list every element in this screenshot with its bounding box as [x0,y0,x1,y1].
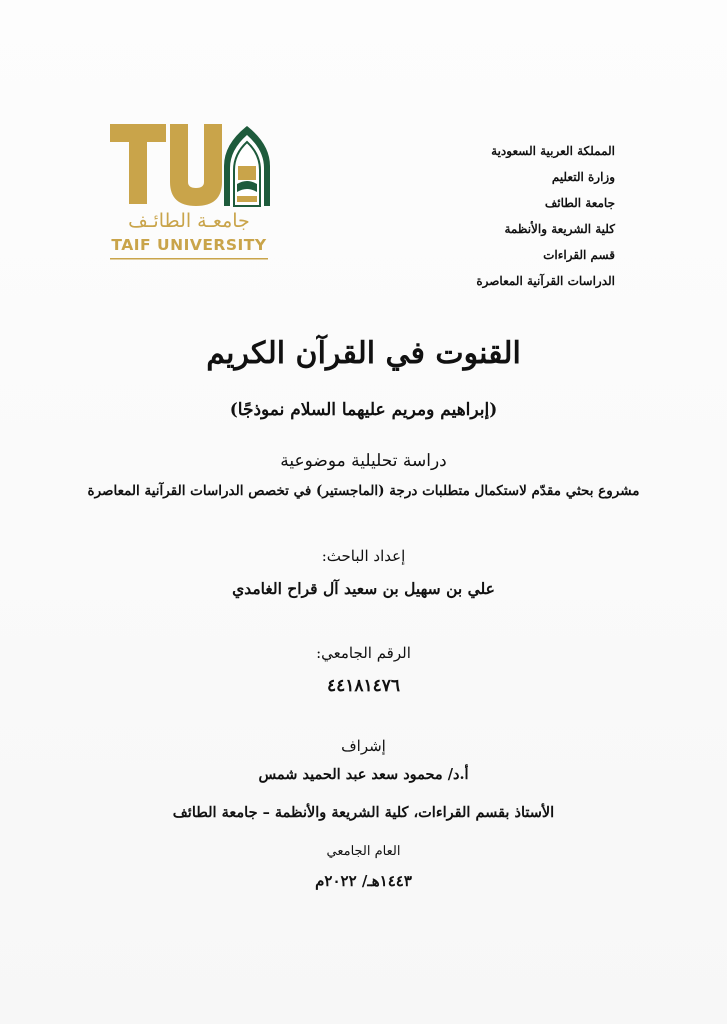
academic-year-label: العام الجامعي [326,844,401,859]
researcher-name: علي بن سهيل بن سعيد آل قراح الغامدي [232,579,495,598]
study-type: دراسة تحليلية موضوعية [280,451,447,471]
header-line: كلية الشريعة والأنظمة [504,222,615,236]
researcher-label: إعداد الباحث: [321,547,406,565]
logo-english-name: TAIF UNIVERSITY [111,236,267,254]
thesis-subtitle: (إبراهيم ومريم عليهما السلام نموذجًا) [229,400,498,420]
academic-year-value: ١٤٤٣هـ/ ٢٠٢٢م [315,872,412,890]
logo-arabic-name: جامعـة الطائـف [128,210,250,232]
institution-header [415,138,615,294]
header-line: الدراسات القرآنية المعاصرة [476,274,615,288]
supervisor-position: الأستاذ بقسم القراءات، كلية الشريعة والأنظمة – جامعة الطائف [172,804,555,821]
header-line: المملكة العربية السعودية [491,144,615,158]
supervisor-name: أ.د/ محمود سعد عبد الحميد شمس [258,766,469,783]
supervision-label: إشراف [341,737,386,755]
header-line: قسم القراءات [543,248,615,262]
student-id-label: الرقم الجامعي: [316,644,411,662]
student-id-value: ٤٤١٨١٤٧٦ [326,676,401,696]
header-line: وزارة التعليم [551,170,615,184]
thesis-title: القنوت في القرآن الكريم [206,336,521,371]
project-description: مشروع بحثي مقدّم لاستكمال متطلبات درجة (الماجستير) في تخصص الدراسات القرآنية المعاصرة [87,483,640,499]
header-line: جامعة الطائف [544,196,615,210]
taif-university-logo [108,122,276,262]
